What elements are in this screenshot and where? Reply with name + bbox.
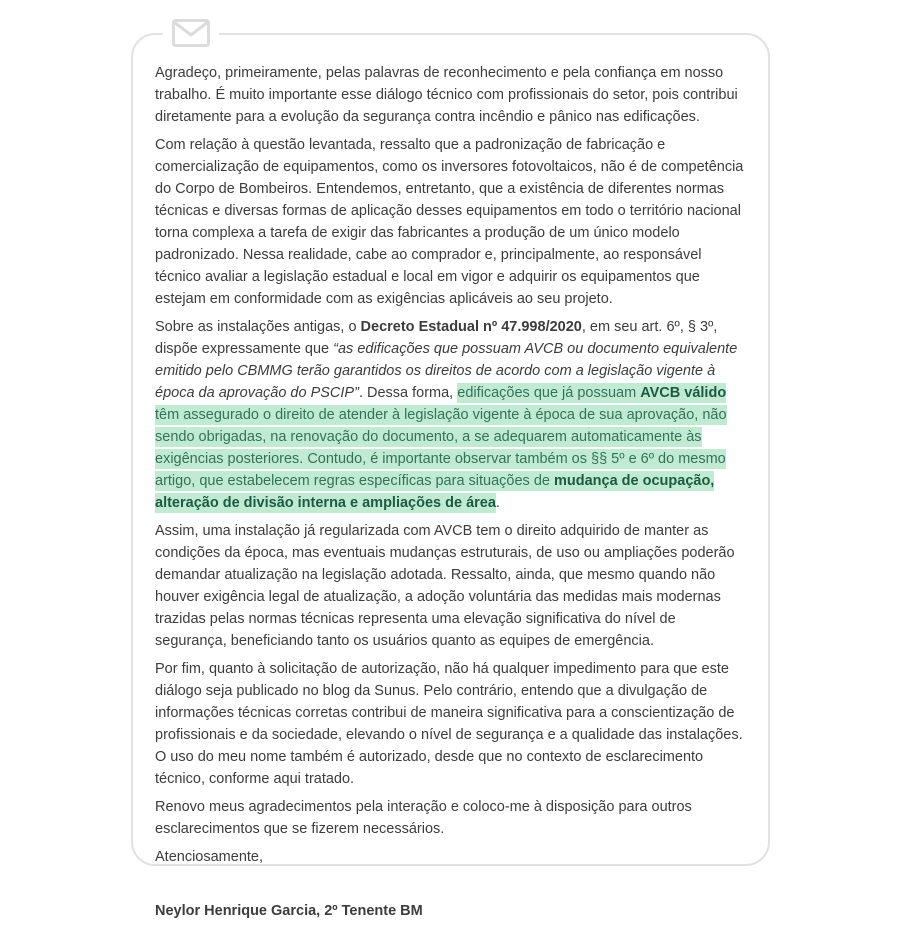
text-run: Assim, uma instalação já regularizada com AVCB tem o direito adquirido de manter as condições da época, mas eventuais mudanças estruturais, de uso ou ampliações poderão demandar atualização na legislação adotada. Ressalto, ainda, que mesmo quando não houver exigência legal de atualização, a adoção voluntária das medidas mais modernas trazidas pelas normas técnicas representa uma elevação significativa do nível de segurança, beneficiando tanto os usuários quanto as equipes de emergência. bbox=[155, 523, 735, 649]
text-run: Neylor Henrique Garcia, 2º Tenente BM bbox=[155, 903, 423, 919]
highlighted-text: têm assegurado o direito de atender à legislação vigente à época de sua aprovação, não sendo obrigadas, na renovação do documento, a se adequarem automaticamente às exigências posteriores. Contudo, é importante observar também os §§ 5º e 6º do mesmo artigo, que estabelecem regras específicas para situações de bbox=[155, 407, 727, 489]
letter-body bbox=[133, 35, 768, 948]
paragraph bbox=[155, 62, 744, 128]
text-run: . bbox=[495, 495, 500, 511]
text-run: Decreto Estadual nº 47.998/2020 bbox=[360, 319, 582, 335]
text-run: , em seu art. 6º, § 3º, dispõe expressamente que bbox=[155, 319, 718, 357]
text-run: Com relação à questão levantada, ressalto que a padronização de fabricação e comercialização de equipamentos, como os inversores fotovoltaicos, não é de competência do Corpo de Bombeiros. Entendemos, entretanto, que a existência de diferentes normas técnicas e diversas formas de aplicação desses equipamentos em todo o território nacional torna complexa a tarefa de exigir das fabricantes a produção de um único modelo padronizado. Nessa realidade, cabe ao comprador e, principalmente, ao responsável técnico avaliar a legislação estadual e local em vigor e adquirir os equipamentos que estejam em conformidade com as exigências aplicáveis ao seu projeto. bbox=[155, 137, 744, 307]
highlighted-text: AVCB válido bbox=[640, 385, 727, 401]
paragraph bbox=[155, 846, 744, 868]
signature bbox=[155, 900, 744, 922]
paragraph bbox=[155, 134, 744, 310]
text-run: . Dessa forma, bbox=[358, 385, 458, 401]
paragraph bbox=[155, 796, 744, 840]
text-run: Atenciosamente, bbox=[155, 849, 264, 865]
text-run: “as edificações que possuam AVCB ou documento equivalente emitido pelo CBMMG terão garantidos os direitos de acordo com a legislação vigente à época da aprovação do PSCIP” bbox=[155, 341, 738, 401]
highlighted-text: mudança de ocupação, alteração de divisão interna e ampliações de área bbox=[155, 473, 715, 511]
text-run: Agradeço, primeiramente, pelas palavras de reconhecimento e pela confiança em nosso trabalho. É muito importante esse diálogo técnico com profissionais do setor, pois contribui diretamente para a evolução da segurança contra incêndio e pânico nas edificações. bbox=[155, 65, 738, 125]
text-run: Sobre as instalações antigas, o bbox=[155, 319, 361, 335]
paragraph bbox=[155, 316, 744, 514]
text-run: Renovo meus agradecimentos pela interação e coloco-me à disposição para outros esclarecimentos que se fizerem necessários. bbox=[155, 799, 692, 837]
paragraph bbox=[155, 520, 744, 652]
paragraph bbox=[155, 658, 744, 790]
highlighted-text: edificações que já possuam bbox=[457, 385, 641, 401]
letter-card bbox=[131, 33, 770, 919]
text-run: Por fim, quanto à solicitação de autorização, não há qualquer impedimento para que este diálogo seja publicado no blog da Sunus. Pelo contrário, entendo que a divulgação de informações técnicas corretas contribui de maneira significativa para a conscientização de profissionais e da sociedade, elevando o nível de segurança e a qualidade das instalações. O uso do meu nome também é autorizado, desde que no contexto de esclarecimento técnico, conforme aqui tratado. bbox=[155, 661, 743, 787]
envelope-icon bbox=[163, 19, 219, 47]
